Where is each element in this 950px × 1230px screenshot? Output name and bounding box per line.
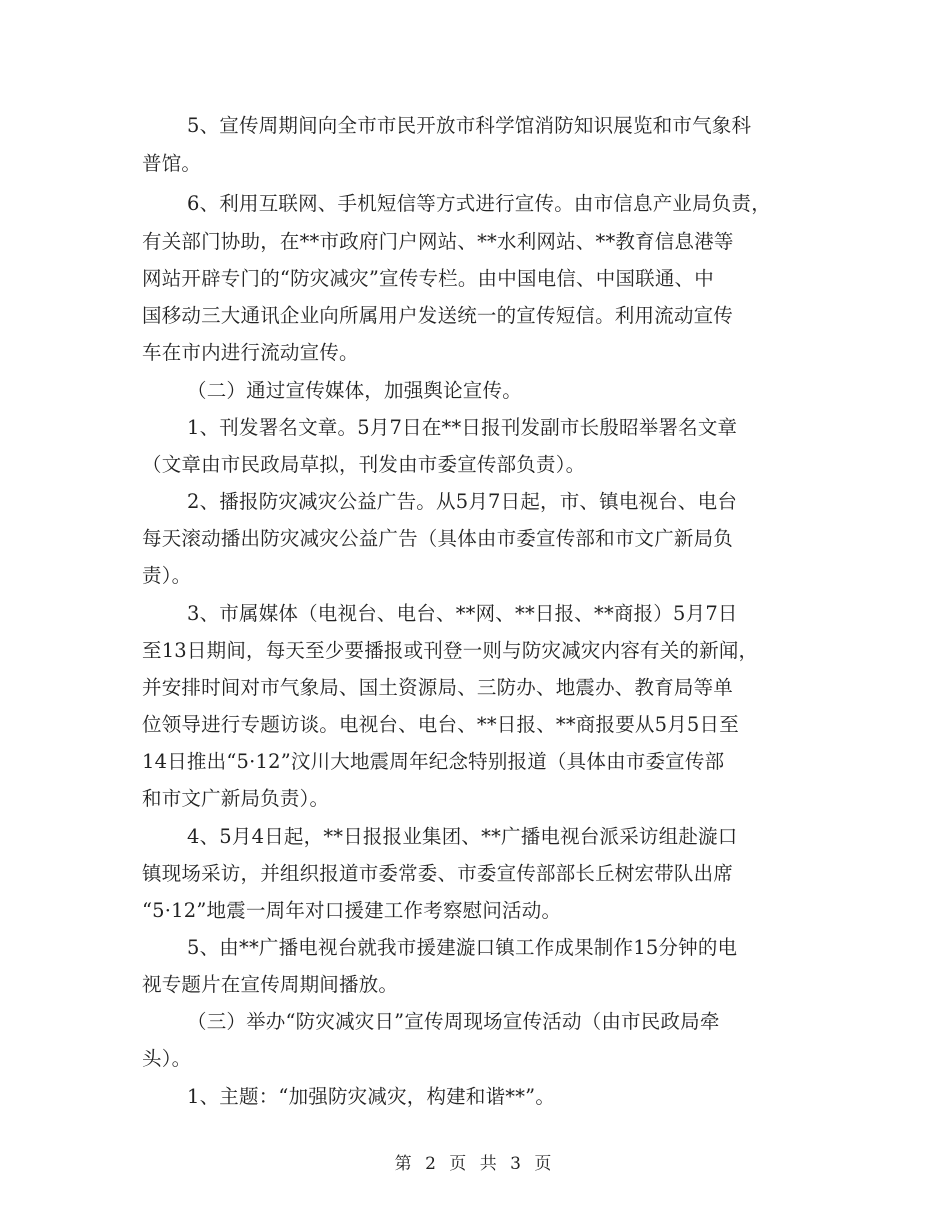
text-line: 和市文广新局负责）。: [142, 787, 330, 810]
text-line: “5·12”地震一周年对口援建工作考察慰问活动。: [142, 899, 562, 922]
text-line: 14日推出“5·12”汶川大地震周年纪念特别报道（具体由市委宣传部: [142, 750, 725, 773]
text-line: 1、主题：“加强防灾减灾，构建和谐**”。: [187, 1085, 556, 1108]
section-heading: （三）举办“防灾减灾日”宣传周现场宣传活动（由市民政局牵: [187, 1010, 720, 1033]
text-line: 责）。: [142, 564, 192, 587]
text-line: 每天滚动播出防灾减灾公益广告（具体由市委宣传部和市文广新局负: [142, 527, 734, 550]
text-line: 网站开辟专门的“防灾减灾”宣传专栏。由中国电信、中国联通、中: [142, 267, 714, 290]
text-line: 有关部门协助，在**市政府门户网站、**水利网站、**教育信息港等: [142, 230, 734, 253]
text-line: 镇现场采访，并组织报道市委常委、市委宣传部部长丘树宏带队出席: [142, 862, 734, 885]
text-line: （文章由市民政局草拟，刊发由市委宣传部负责）。: [142, 453, 586, 476]
text-line: 4、5月4日起，**日报报业集团、**广播电视台派采访组赴漩口: [187, 825, 738, 848]
text-line: 5、由**广播电视台就我市援建漩口镇工作成果制作15分钟的电: [187, 936, 738, 959]
text-line: 国移动三大通讯企业向所属用户发送统一的宣传短信。利用流动宣传: [142, 304, 734, 327]
text-line: 并安排时间对市气象局、国土资源局、三防办、地震办、教育局等单: [142, 676, 734, 699]
text-line: 至13日期间，每天至少要播报或刊登一则与防灾减灾内容有关的新闻，: [142, 639, 759, 662]
text-line: 1、刊发署名文章。5月7日在**日报刊发副市长殷昭举署名文章: [187, 416, 738, 439]
text-line: 位领导进行专题访谈。电视台、电台、**日报、**商报要从5月5日至: [142, 713, 739, 736]
text-line: 车在市内进行流动宣传。: [142, 341, 359, 364]
text-line: 6、利用互联网、手机短信等方式进行宣传。由市信息产业局负责，: [187, 192, 771, 215]
page-footer: 第 2 页 共 3 页: [394, 1154, 556, 1174]
text-line: 普馆。: [142, 152, 202, 175]
section-heading: （二）通过宣传媒体，加强舆论宣传。: [187, 379, 522, 402]
text-line: 3、市属媒体（电视台、电台、**网、**日报、**商报）5月7日: [187, 602, 738, 625]
text-line: 2、播报防灾减灾公益广告。从5月7日起，市、镇电视台、电台: [187, 490, 738, 513]
text-line: 头）。: [142, 1047, 192, 1070]
text-line: 视专题片在宣传周期间播放。: [142, 973, 399, 996]
text-line: 5、宣传周期间向全市市民开放市科学馆消防知识展览和市气象科: [187, 114, 752, 137]
